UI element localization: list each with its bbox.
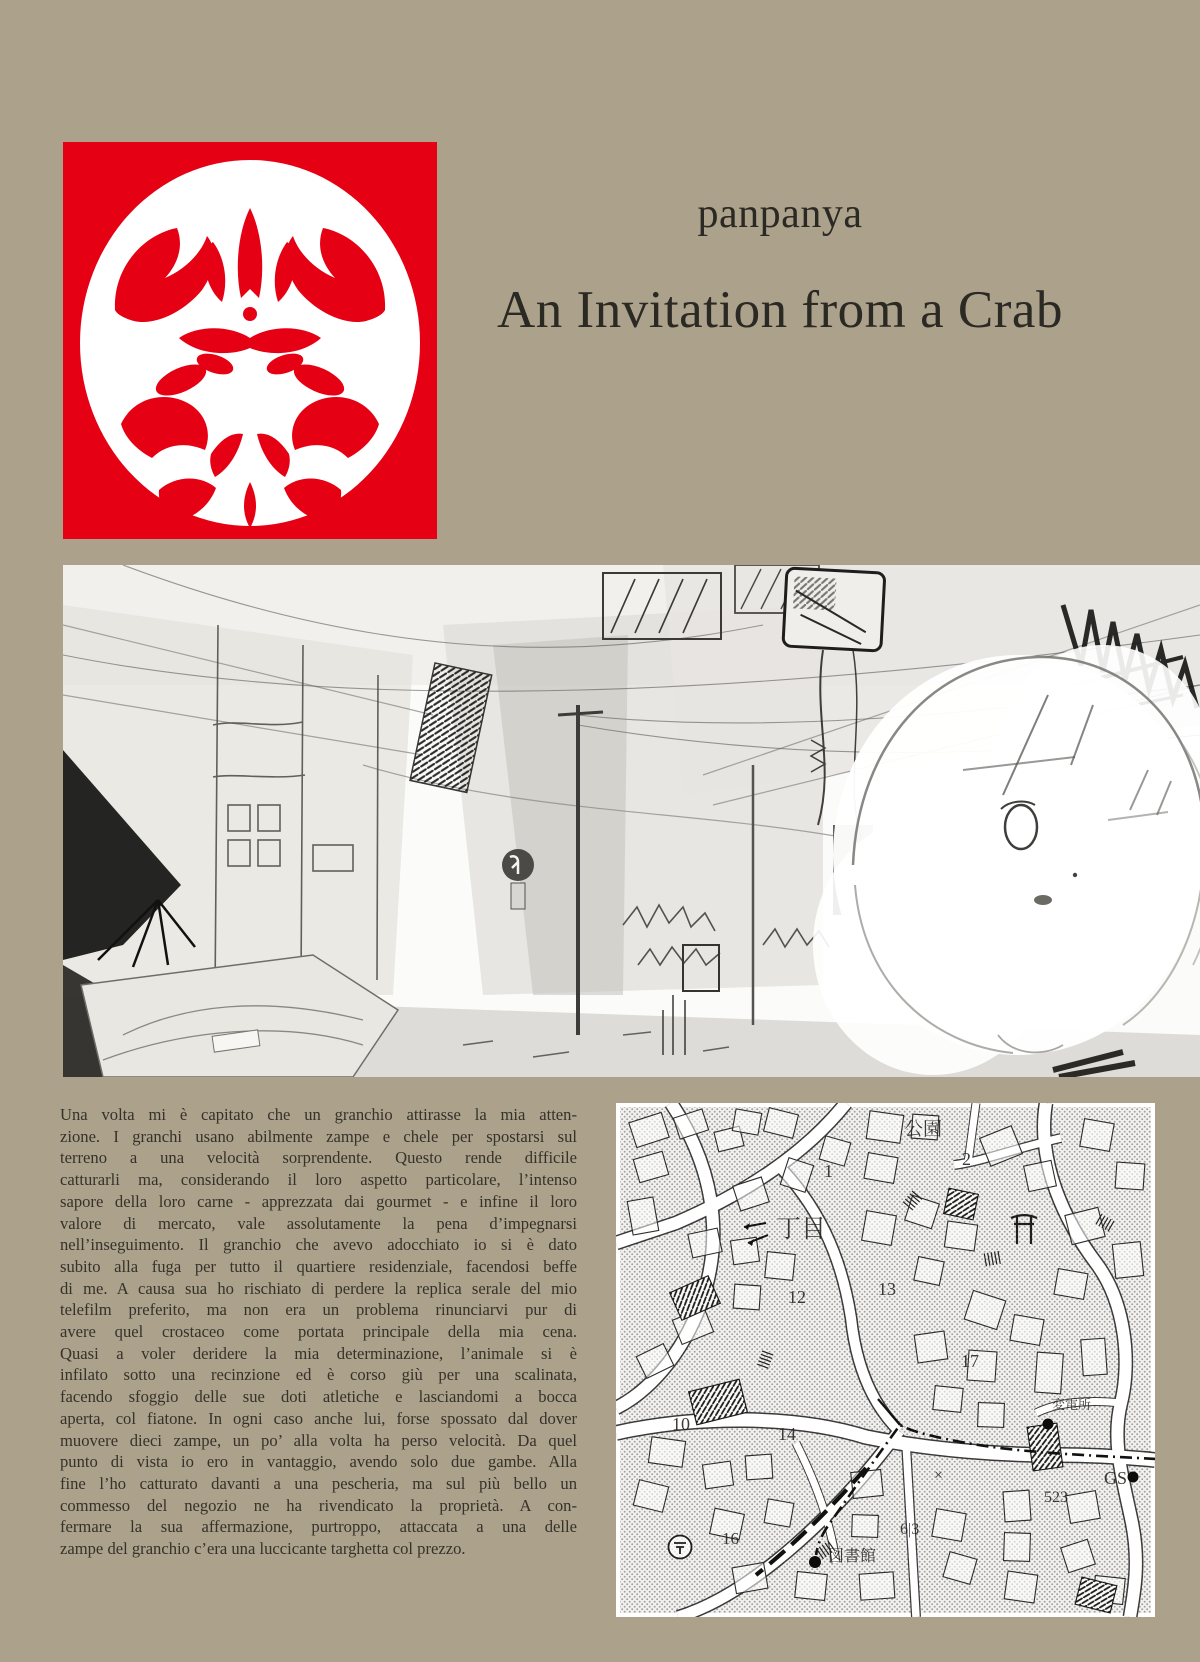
map-label-613: 6|3 xyxy=(900,1521,920,1538)
paragraph-line: sapore della loro carne - apprezzata dai gourmet - e infine il loro xyxy=(60,1191,577,1211)
map-label-library: 図書館 xyxy=(828,1548,877,1565)
map-label-17: 17 xyxy=(961,1351,979,1371)
paragraph-line: subito alla fuga per tutto il quartiere residenziale, facendosi beffe xyxy=(60,1256,577,1276)
paragraph-line: infilato sotto una recinzione ed è corso giù per una scalinata, xyxy=(60,1365,577,1385)
alley-sketch-drawing xyxy=(63,565,1200,1077)
map-label-chome: 丁目 xyxy=(776,1216,827,1243)
paragraph-line: terreno a una velocità sorprendente. Questo rende difficile xyxy=(60,1148,577,1168)
map-label-16: 16 xyxy=(722,1529,739,1548)
book-title: An Invitation from a Crab xyxy=(497,281,1063,339)
paragraph-line: valore di mercato, vale assolutamente la pena d’impegnarsi xyxy=(60,1213,577,1233)
paragraph-line: punto di vista io ero in vantaggio, avendo solo due gambe. Alla xyxy=(60,1452,577,1472)
paragraph-line: zampe del granchio c’era una luccicante targhetta col prezzo. xyxy=(60,1539,466,1559)
story-paragraph xyxy=(60,1104,577,1562)
map-label-12: 12 xyxy=(788,1287,806,1307)
title-block xyxy=(420,190,1140,340)
crab-crest-icon xyxy=(63,142,437,539)
map-label-2: 2 xyxy=(962,1149,971,1169)
map-label-523: 523 xyxy=(1044,1489,1068,1506)
library-dot xyxy=(809,1556,821,1568)
gas-station-dot xyxy=(1128,1472,1139,1483)
map-label-park: 公園 xyxy=(904,1119,943,1140)
map-label-10: 10 xyxy=(672,1414,690,1434)
paragraph-line: Una volta mi è capitato che un granchio attirasse la mia atten- xyxy=(60,1105,577,1124)
map-label-gs: GS xyxy=(1104,1468,1128,1488)
paragraph-line: aperta, col fiatone. In ogni caso anche lui, forse spossato dal dover xyxy=(60,1408,577,1428)
paragraph-line: catturarli ma, considerando il loro aspetto particolare, l’intenso xyxy=(60,1170,577,1190)
paragraph-line: fine l’ho catturato davanti a una pescheria, ma sul più bello un xyxy=(60,1473,577,1493)
publisher-crest-logo xyxy=(63,142,437,539)
paragraph-line: fermare la sua affermazione, purtroppo, attaccata a una delle xyxy=(60,1517,577,1537)
paragraph-line: zione. I granchi usano abilmente zampe e chele per spostarsi sul xyxy=(60,1126,577,1146)
post-office-icon xyxy=(669,1536,692,1559)
paragraph-line: muovere dieci zampe, un po’ alla volta ha perso velocità. Da quel xyxy=(60,1430,577,1450)
map-label-substation: 変電所 xyxy=(1052,1397,1092,1412)
paragraph-line: di me. A causa sua ho rischiato di perdere la replica serale del mio xyxy=(60,1278,577,1298)
author-name: panpanya xyxy=(697,191,863,237)
paragraph-line: Quasi a voler deridere la mia determinazione, l’animale si è xyxy=(60,1343,577,1363)
map-label-1: 1 xyxy=(824,1161,833,1181)
map-label-x: × xyxy=(934,1467,944,1484)
map-label-13: 13 xyxy=(878,1279,896,1299)
alley-sketch-illustration xyxy=(63,565,1200,1077)
substation-dot xyxy=(1043,1419,1054,1430)
paragraph-line: telefilm preferito, ma non era un problema rinunciarvi pur di xyxy=(60,1300,577,1320)
paragraph-line: avere quel crostaceo come portata principale della mia cena. xyxy=(60,1322,577,1342)
paragraph-line: facendo sfoggio delle sue doti atletiche e lasciandomi a bocca xyxy=(60,1387,577,1407)
paragraph-line: nell’inseguimento. Il granchio che avevo adocchiato io si è dato xyxy=(60,1235,577,1255)
neighborhood-map xyxy=(616,1103,1155,1617)
map-label-14: 14 xyxy=(778,1424,796,1444)
neighborhood-map-drawing xyxy=(616,1103,1155,1617)
paragraph-line: commesso del negozio ne ha rivendicato la proprietà. A con- xyxy=(60,1495,577,1515)
